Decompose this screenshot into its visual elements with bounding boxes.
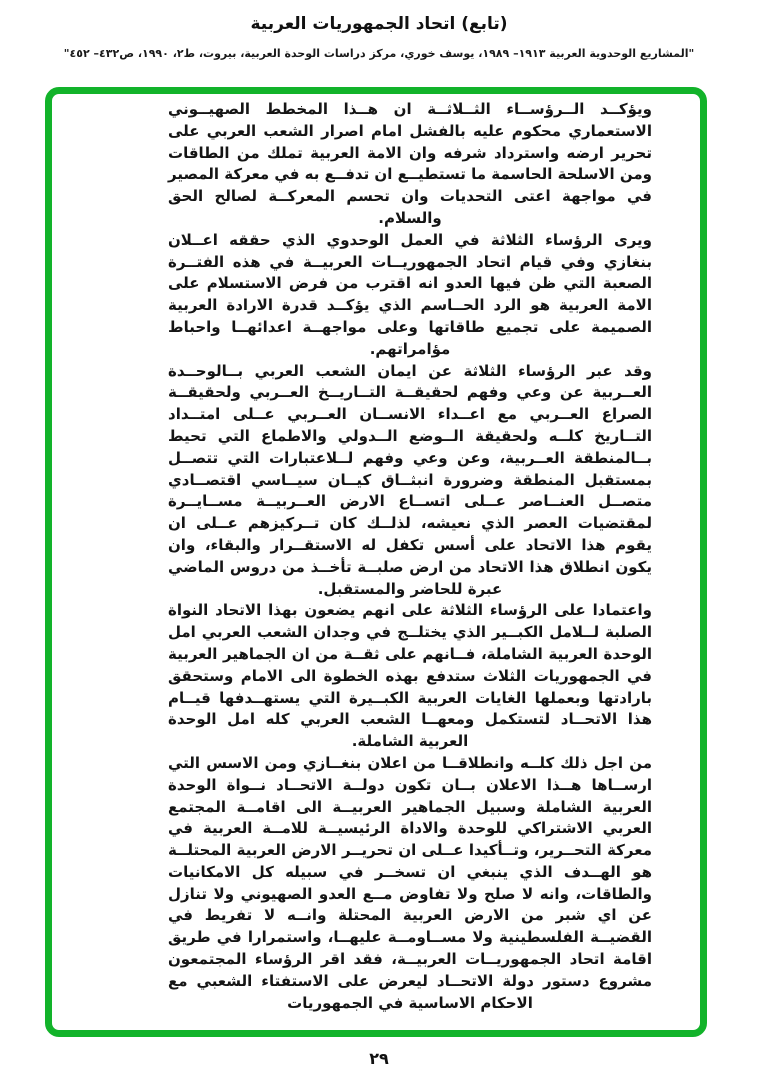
- paragraph: من اجل ذلك كلــه وانطلاقــا من اعلان بنغــازي ومن الاسس التي ارســاها هــذا الاعلان بــان تكون دولــة الاتحــاد نــواة الوحدة العربية الشاملة وسبيل الجماهير العربيــة الى اقامــة المجتمع العربي الاشتراكي للوحدة والاداة الرئيسيــة للامــة العربية في معركة التحــرير، وتــأكيدا عــلى ان تحريــر الارض العربية المحتلــة هو الهــدف الذي ينبغي ان تسخــر في سبيله كل الامكانيات والطاقات، وانه لا صلح ولا تفاوض مــع العدو الصهيوني ولا تنازل عن اي شبر من الارض العربية المحتلة وانــه لا تفريط في القضيــة الفلسطينية ولا مســاومــة عليهــا، واستمرارا في طريق اقامة اتحاد الجمهوريــات العربيــة، فقد اقر الرؤساء المجتمعون مشروع دستور دولة الاتحــاد ليعرض على الاستفتاء الشعبي مع الاحكام الاساسية في الجمهوريات: [168, 753, 652, 1012]
- body-text: [168, 99, 652, 1014]
- page-title: (تابع) اتحاد الجمهوريات العربية: [250, 14, 508, 34]
- paragraph: ويرى الرؤساء الثلاثة في العمل الوحدوي الذي حققه اعــلان بنغازي وفي قيام اتحاد الجمهوريــات العربيــة في هذه الفتــرة الصعبة التي ظن فيها العدو انه اقترب من فرض الاستسلام على الامة العربية هو الرد الحــاسم الذي يؤكــد قدرة الارادة العربية الصميمة على تجميع طاقاتها وعلى مواجهــة اعدائهــا واحباط مؤامراتهم.: [168, 230, 652, 358]
- paragraph: وقد عبر الرؤساء الثلاثة عن ايمان الشعب العربي بــالوحــدة العــربية عن وعي وفهم لحقيقــة التــاريــخ العــربي ولحقيقــة الصراع العــربي مع اعــداء الانســان العــربي عــلى امتــداد التــاريخ كلــه ولحقيقة الــوضع الــدولي والاطماع التي تحيط بــالمنطقة العــربية، وعن وعي وفهم لــلاعتبارات التي تتصــل بمستقبل المنطقة وضرورة انبثــاق كيــان سيــاسي اقتصــادي متصــل العنــاصر عــلى اتســاع الارض العــربيــة مســايــرة لمقتضيات العصر الذي نعيشه، لذلــك كان تــركيزهم عــلى ان يقوم هذا الاتحاد على أسس تكفل له الاستقــرار والبقاء، وان يكون انطلاق هذا الاتحاد من ارض صلبــة تأخــذ من دروس الماضي عبرة للحاضر والمستقبل.: [168, 361, 652, 598]
- paragraph: واعتمادا على الرؤساء الثلاثة على انهم يضعون بهذا الاتحاد النواة الصلبة لــلامل الكبــير الذي يختلــج في وجدان الشعب العربي امل الوحدة العربية الشاملة، فــانهم على ثقــة من ان الجماهير العربية في الجمهوريات الثلاث ستدفع بهذه الخطوة الى الامام وستحقق بارادتها وبعملها الغايات العربية الكبــيرة التي يستهــدفها قيــام هذا الاتحــاد لتستكمل ومعهــا الشعب العربي كله امل الوحدة العربية الشاملة.: [168, 601, 652, 751]
- page-number: ٢٩: [369, 1049, 389, 1068]
- paragraph: ويؤكــد الــرؤســاء الثــلاثــة ان هــذا المخطط الصهيــوني الاستعماري محكوم عليه بالفشل امام اصرار الشعب العربي على تحرير ارضه واسترداد شرفه وان الامة العربية تملك من الطاقات ومن الاسلحة الحاسمة ما تستطيــع ان تدفــع به في معركة المصير في مواجهة اعتى التحديات وان تحسم المعركــة لصالح الحق والسلام.: [168, 100, 652, 227]
- citation-line: "المشاريع الوحدوية العربية ١٩١٣– ١٩٨٩، يوسف خوري، مركز دراسات الوحدة العربية، بيروت، ط٢، ١٩٩٠، ص٤٣٢– ٤٥٢": [63, 47, 695, 60]
